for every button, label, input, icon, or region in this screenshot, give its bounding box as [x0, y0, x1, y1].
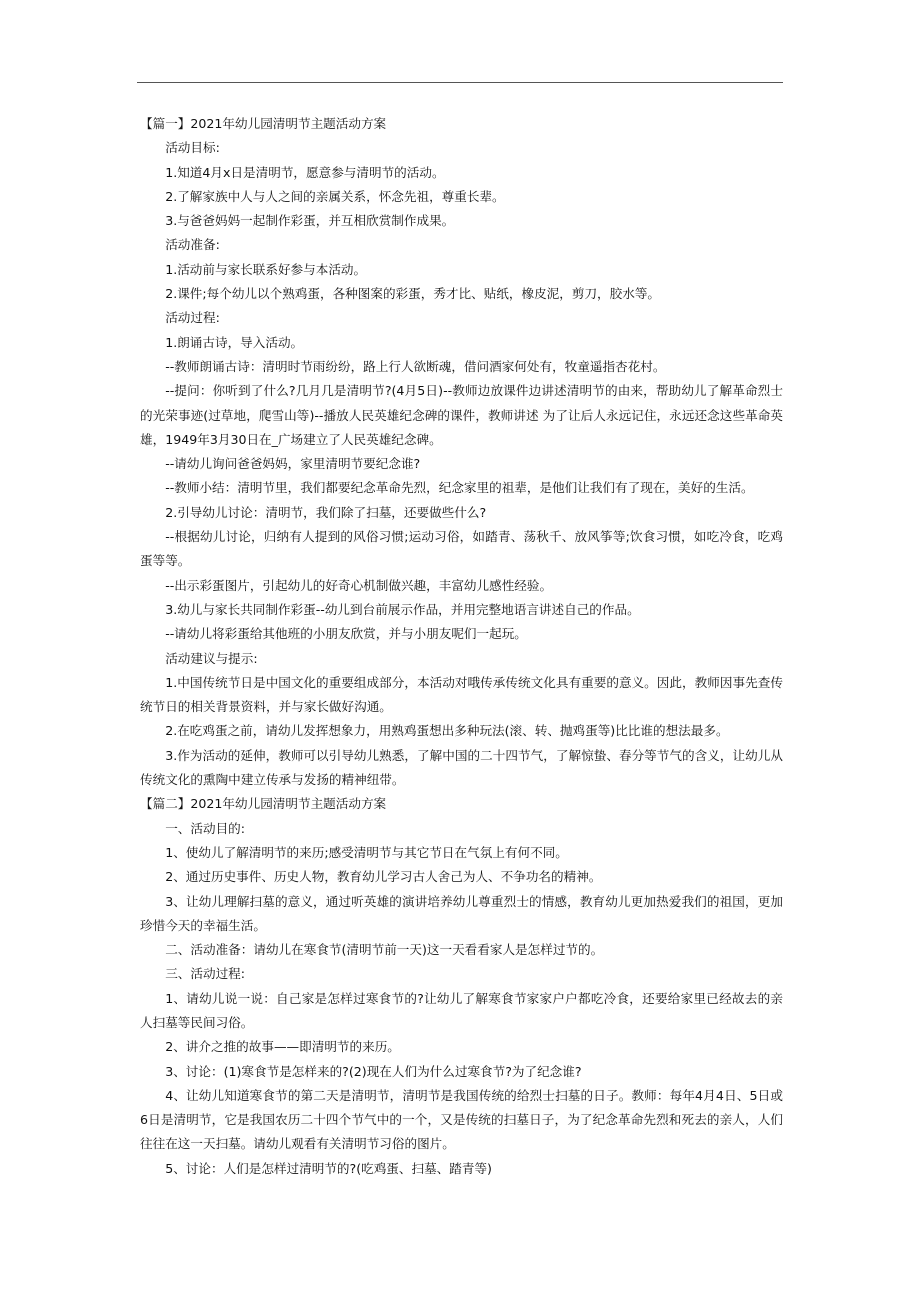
paragraph: 3、让幼儿理解扫墓的意义，通过听英雄的演讲培养幼儿尊重烈士的情感，教育幼儿更加热爱我们的祖国，更加珍惜今天的幸福生活。 [140, 893, 783, 933]
paragraph: 2.在吃鸡蛋之前，请幼儿发挥想象力，用熟鸡蛋想出多种玩法(滚、转、抛鸡蛋等)比比谁的想法最多。 [165, 723, 729, 739]
paragraph: 2、讲介之推的故事——即清明节的来历。 [165, 1039, 400, 1055]
paragraph: 1.中国传统节日是中国文化的重要组成部分，本活动对哦传承传统文化具有重要的意义。因此，教师因事先查传统节日的相关背景资料，并与家长做好沟通。 [140, 674, 783, 715]
header-rule [137, 82, 783, 83]
paragraph: 2.引导幼儿讨论：清明节，我们除了扫墓，还要做些什么? [165, 504, 487, 520]
paragraph: 3.作为活动的延伸，教师可以引导幼儿熟悉，了解中国的二十四节气，了解惊蛰、春分等节气的含义，让幼儿从传统文化的熏陶中建立传承与发扬的精神纽带。 [140, 747, 783, 788]
paragraph: --请幼儿将彩蛋给其他班的小朋友欣赏，并与小朋友呢们一起玩。 [165, 626, 527, 642]
paragraph: 3.幼儿与家长共同制作彩蛋--幼儿到台前展示作品，并用完整地语言讲述自己的作品。 [165, 601, 640, 617]
paragraph: --请幼儿询问爸爸妈妈，家里清明节要纪念谁? [165, 456, 421, 472]
paragraph: 4、让幼儿知道寒食节的第二天是清明节，清明节是我国传统的给烈士扫墓的日子。教师：每年4月4日、5日或6日是清明节，它是我国农历二十四个节气中的一个，又是传统的扫墓日子，为了纪念革命先烈和死去的亲人，人们往往在这一天扫墓。请幼儿观看有关清明节习俗的图片。 [140, 1087, 783, 1152]
paragraph: 2.了解家族中人与人之间的亲属关系，怀念先祖，尊重长辈。 [165, 188, 505, 204]
paragraph: 1、请幼儿说一说：自己家是怎样过寒食节的?让幼儿了解寒食节家家户户都吃冷食，还要给家里已经故去的亲人扫墓等民间习俗。 [140, 990, 783, 1030]
paragraph: 1.知道4月x日是清明节，愿意参与清明节的活动。 [165, 164, 445, 180]
paragraph: 3、讨论：(1)寒食节是怎样来的?(2)现在人们为什么过寒食节?为了纪念谁? [165, 1063, 582, 1079]
paragraph: 活动准备: [165, 237, 220, 253]
paragraph: 1.活动前与家长联系好参与本活动。 [165, 261, 367, 277]
paragraph: 3.与爸爸妈妈一起制作彩蛋，并互相欣赏制作成果。 [165, 213, 455, 229]
paragraph: --提问：你听到了什么?几月几是清明节?(4月5日)--教师边放课件边讲述清明节的由来，帮助幼儿了解革命烈士的光荣事迹(过草地，爬雪山等)--播放人民英雄纪念碑的课件，教师讲述 为了让后人永远记住，永远还念这些革命英雄，1949年3月30日在_广场建立了人民英雄纪念碑。 [140, 383, 783, 447]
section-one-title: 【篇一】2021年幼儿园清明节主题活动方案 [140, 116, 387, 131]
document-body [140, 112, 783, 1181]
paragraph: --根据幼儿讨论，归纳有人提到的风俗习惯;运动习俗，如踏青、荡秋千、放风筝等;饮食习惯，如吃冷食，吃鸡蛋等等。 [140, 529, 783, 569]
paragraph: 2.课件;每个幼儿以个熟鸡蛋，各种图案的彩蛋，秀才比、贴纸，橡皮泥，剪刀，胶水等。 [165, 286, 661, 302]
paragraph: --教师朗诵古诗：清明时节雨纷纷，路上行人欲断魂，借问酒家何处有，牧童遥指杏花村。 [165, 358, 666, 374]
paragraph: 三、活动过程: [165, 966, 245, 982]
paragraph: 2、通过历史事件、历史人物，教育幼儿学习古人舍己为人、不争功名的精神。 [165, 869, 602, 885]
paragraph: 活动过程: [165, 310, 220, 326]
paragraph: 一、活动目的: [165, 820, 245, 836]
paragraph: --出示彩蛋图片，引起幼儿的好奇心机制做兴趣，丰富幼儿感性经验。 [165, 577, 553, 593]
paragraph: 二、活动准备：请幼儿在寒食节(清明节前一天)这一天看看家人是怎样过节的。 [165, 942, 604, 958]
paragraph: 活动目标: [165, 140, 220, 156]
paragraph: 1.朗诵古诗，导入活动。 [165, 334, 304, 350]
paragraph: 1、使幼儿了解清明节的来历;感受清明节与其它节日在气氛上有何不同。 [165, 844, 568, 860]
paragraph: 5、讨论：人们是怎样过清明节的?(吃鸡蛋、扫墓、踏青等) [165, 1160, 492, 1176]
paragraph: 活动建议与提示: [165, 650, 258, 666]
section-two-title: 【篇二】2021年幼儿园清明节主题活动方案 [140, 796, 387, 812]
paragraph: --教师小结：清明节里，我们都要纪念革命先烈，纪念家里的祖辈，是他们让我们有了现在，美好的生活。 [165, 480, 754, 496]
